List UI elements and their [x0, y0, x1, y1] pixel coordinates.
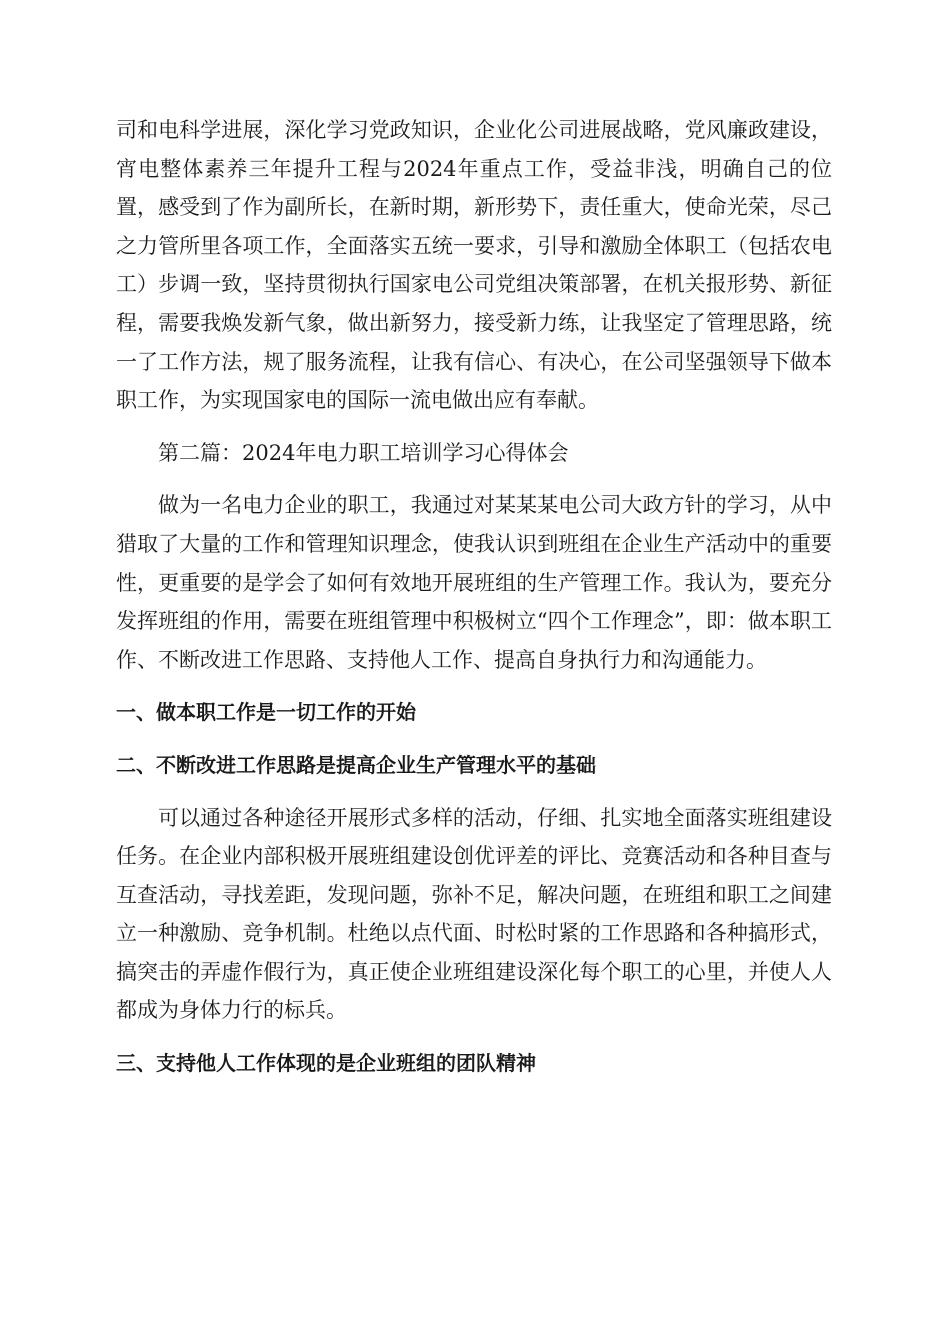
- paragraph-2: 可以通过各种途径开展形式多样的活动，仔细、扎实地全面落实班组建设任务。在企业内部积极开展班组建设创优评差的评比、竞赛活动和各种目查与互查活动，寻找差距，发现问题，弥补不足，解决问题，在班组和职工之间建立一种激励、竞争机制。杜绝以点代面、时松时紧的工作思路和各种搞形式，搞突击的弄虚作假行为，真正使企业班组建设深化每个职工的心里，并使人人都成为身体力行的标兵。: [116, 805, 832, 1023]
- heading-3: 三、支持他人工作体现的是企业班组的团队精神: [116, 1051, 536, 1076]
- heading-2: 二、不断改进工作思路是提高企业生产管理水平的基础: [116, 752, 596, 777]
- section-title: 第二篇：2024年电力职工培训学习心得体会: [158, 440, 569, 465]
- paragraph-intro: 做为一名电力企业的职工，我通过对某某某电公司大政方针的学习，从中猎取了大量的工作和管理知识理念，使我认识到班组在企业生产活动中的重要性，更重要的是学会了如何有效地开展班组的生产管理工作。我认为，要充分发挥班组的作用，需要在班组管理中积极树立“四个工作理念”，即：做本职工作、不断改进工作思路、支持他人工作、提高自身执行力和沟通能力。: [116, 493, 832, 672]
- heading-1: 一、做本职工作是一切工作的开始: [116, 700, 416, 725]
- document-page: [116, 111, 832, 1083]
- paragraph-continued: 司和电科学进展，深化学习党政知识，企业化公司进展战略，党风廉政建设，宵电整体素养三年提升工程与2024年重点工作，受益非浅，明确自己的位置，感受到了作为副所长，在新时期，新形势下，责任重大，使命光荣，尽己之力管所里各项工作，全面落实五统一要求，引导和激励全体职工（包括农电工）步调一致，坚持贯彻执行国家电公司党组决策部署，在机关报形势、新征程，需要我焕发新气象，做出新努力，接受新力练，让我坚定了管理思路，统一了工作方法，规了服务流程，让我有信心、有决心，在公司坚强领导下做本职工作，为实现国家电的国际一流电做出应有奉献。: [116, 118, 832, 413]
